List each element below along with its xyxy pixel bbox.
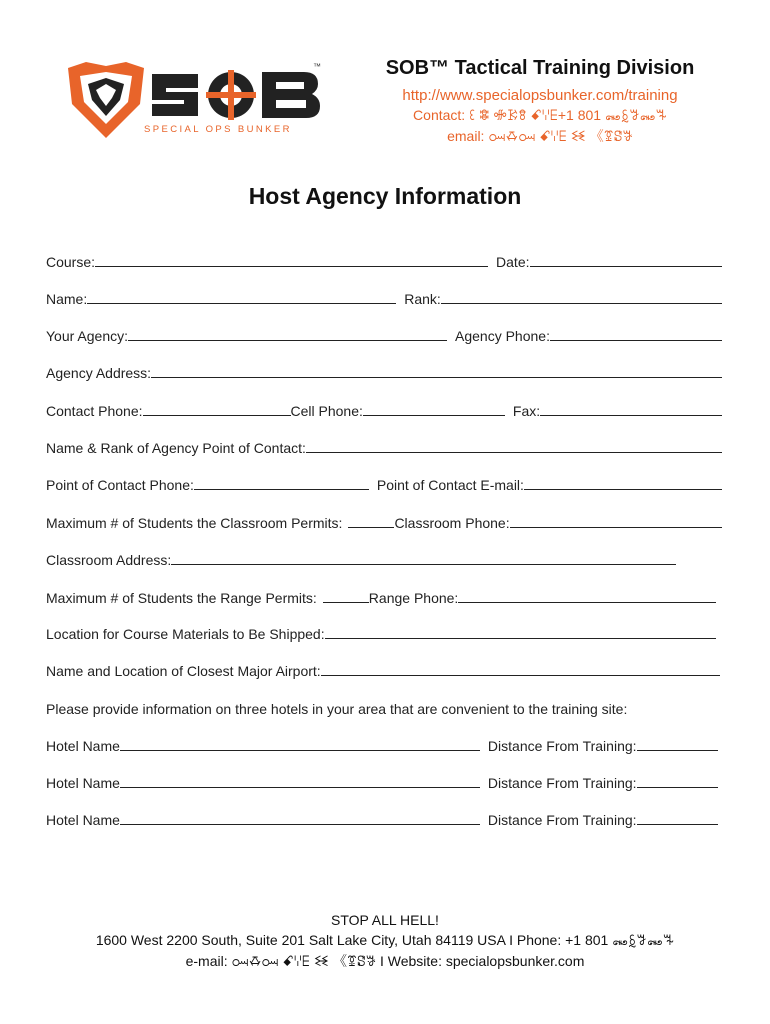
agency-phone-field[interactable]: [550, 328, 722, 341]
email-line: email: ꗢꗇꗢ ꗃꗷꗋ ꘒ 《ꗒꗟꗎ: [447, 128, 633, 144]
date-field[interactable]: [530, 254, 723, 267]
poc-phone-label: Point of Contact Phone:: [46, 477, 194, 493]
poc-name-rank-field[interactable]: [306, 440, 722, 453]
classroom-phone-label: Classroom Phone:: [394, 515, 510, 531]
hotel-instruction: Please provide information on three hotels in your area that are convenient to the training site:: [46, 701, 628, 717]
airport-label: Name and Location of Closest Major Airport:: [46, 663, 321, 679]
hotel-distance-field[interactable]: [637, 775, 718, 788]
hotel-distance-label: Distance From Training:: [487, 812, 637, 828]
training-url[interactable]: http://www.specialopsbunker.com/training: [402, 87, 678, 104]
contact-phone-label: Contact Phone:: [46, 403, 143, 419]
max-classroom-label: Maximum # of Students the Classroom Permits:: [46, 515, 343, 531]
sob-logo: [66, 60, 328, 140]
footer-slogan: STOP ALL HELL!: [331, 912, 439, 928]
cell-phone-label: Cell Phone:: [290, 403, 363, 419]
max-range-field[interactable]: [323, 590, 369, 603]
course-row: [46, 254, 722, 270]
poc-email-field[interactable]: [524, 477, 722, 490]
classroom-address-field[interactable]: [171, 552, 676, 565]
materials-location-label: Location for Course Materials to Be Shipped:: [46, 626, 325, 642]
poc-contact-row: [46, 477, 722, 493]
hotel-row-3: [46, 812, 718, 828]
hotel-name-field[interactable]: [120, 775, 480, 788]
agency-address-field[interactable]: [151, 365, 722, 378]
range-phone-field[interactable]: [458, 590, 716, 603]
contact-line: Contact: ꘓ ꗵ ꗂꗣꗉ ꗃꗷꗋ+1 801 ꘏ꗐꗌ꘏ꘔ: [413, 107, 667, 123]
logo-subtext: SPECIAL OPS BUNKER: [144, 124, 292, 135]
hotel-row-2: [46, 775, 718, 791]
poc-phone-field[interactable]: [194, 477, 369, 490]
max-classroom-field[interactable]: [348, 515, 394, 528]
name-label: Name:: [46, 291, 88, 307]
hotel-name-label: Hotel Name: [46, 775, 120, 791]
fax-label: Fax:: [512, 403, 541, 419]
hotel-name-label: Hotel Name: [46, 812, 120, 828]
hotel-distance-label: Distance From Training:: [487, 738, 637, 754]
header-title: SOB™ Tactical Training Division: [385, 57, 695, 79]
footer-address: 1600 West 2200 South, Suite 201 Salt Lake City, Utah 84119 USA I Phone: +1 801 ꘏ꗐꗌ꘏ꘔ: [95, 932, 675, 948]
max-range-label: Maximum # of Students the Range Permits:: [46, 590, 317, 606]
range-row: [46, 590, 716, 606]
classroom-row: [46, 515, 722, 531]
hotel-distance-label: Distance From Training:: [487, 775, 637, 791]
contact-phone-field[interactable]: [143, 403, 291, 416]
date-label: Date:: [496, 254, 530, 270]
phones-row: [46, 403, 722, 419]
fax-field[interactable]: [540, 403, 722, 416]
range-phone-label: Range Phone:: [368, 590, 459, 606]
agency-row: [46, 328, 722, 344]
rank-field[interactable]: [441, 291, 722, 304]
hotel-distance-field[interactable]: [637, 738, 718, 751]
agency-address-row: [46, 365, 722, 381]
course-label: Course:: [46, 254, 96, 270]
airport-field[interactable]: [321, 663, 720, 676]
classroom-address-label: Classroom Address:: [46, 552, 172, 568]
materials-location-field[interactable]: [325, 626, 716, 639]
classroom-address-row: [46, 552, 676, 568]
hotel-name-label: Hotel Name: [46, 738, 120, 754]
form-title: Host Agency Information: [248, 183, 522, 209]
trademark-symbol: ™: [313, 62, 321, 71]
agency-phone-label: Agency Phone:: [455, 328, 550, 344]
classroom-phone-field[interactable]: [510, 515, 722, 528]
materials-row: [46, 626, 716, 642]
poc-email-label: Point of Contact E-mail:: [376, 477, 524, 493]
hotel-name-field[interactable]: [120, 738, 480, 751]
agency-label: Your Agency:: [46, 328, 128, 344]
name-row: [46, 291, 722, 307]
footer-email-website: e-mail: ꗢꗇꗢ ꗃꗷꗋ ꘒ 《ꗒꗟꗎ I Website: specialopsbunker.com: [185, 953, 585, 969]
cell-phone-field[interactable]: [363, 403, 505, 416]
name-field[interactable]: [87, 291, 396, 304]
agency-address-label: Agency Address:: [46, 365, 152, 381]
agency-field[interactable]: [128, 328, 447, 341]
rank-label: Rank:: [404, 291, 441, 307]
course-field[interactable]: [95, 254, 488, 267]
hotel-row-1: [46, 738, 718, 754]
poc-name-rank-label: Name & Rank of Agency Point of Contact:: [46, 440, 306, 456]
hotel-distance-field[interactable]: [637, 812, 718, 825]
hotel-name-field[interactable]: [120, 812, 480, 825]
airport-row: [46, 663, 720, 679]
poc-row: [46, 440, 722, 456]
